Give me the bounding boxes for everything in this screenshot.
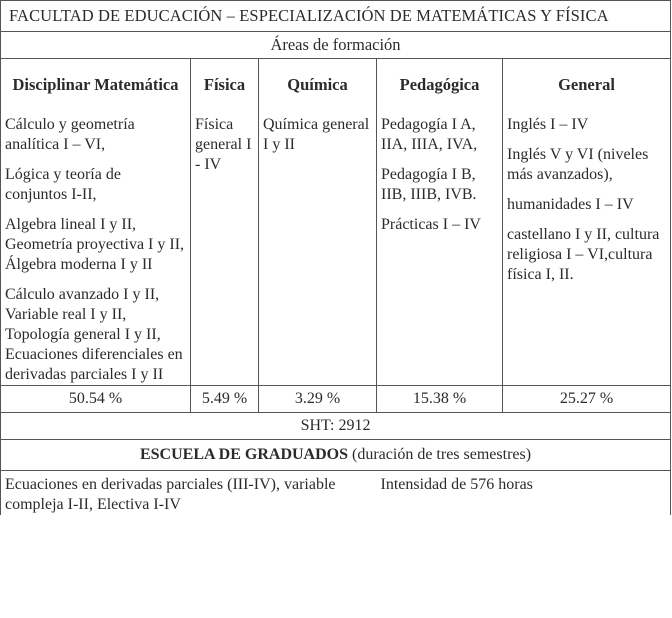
courses-quimica [259,111,377,386]
courses-fisica [191,111,259,386]
graduate-intensity: Intensidad de 576 horas [377,471,671,516]
course-item: Física general I - IV [195,116,252,173]
column-header-quimica: Química [259,59,377,112]
table-title: FACULTAD DE EDUCACIÓN – ESPECIALIZACIÓN DE MATEMÁTICAS Y FÍSICA [1,1,671,32]
areas-heading: Áreas de formación [1,32,671,59]
column-header-matematica: Disciplinar Matemática [1,59,191,112]
sht-row [1,413,671,440]
column-header-pedagogica: Pedagógica [377,59,503,112]
graduate-school-name: ESCUELA DE GRADUADOS [139,446,349,463]
percentage-general: 25.27 % [503,386,671,413]
course-item: Inglés V y VI (niveles más avanzados), [507,146,649,183]
percentage-matematica: 50.54 % [1,386,191,413]
graduate-courses: Ecuaciones en derivadas parciales (III-IV), variable compleja I-II, Electiva I-IV [1,471,377,516]
percentage-fisica: 5.49 % [191,386,259,413]
courses-pedagogica [377,111,503,386]
title-row [1,1,671,32]
courses-row [1,111,671,386]
sht-total: SHT: 2912 [1,413,671,440]
courses-general [503,111,671,386]
course-item: Lógica y teoría de conjuntos I-II, [5,166,121,203]
graduate-school-row [1,440,671,471]
graduate-school-duration: (duración de tres semestres) [348,446,532,463]
areas-row [1,32,671,59]
percentage-quimica: 3.29 % [259,386,377,413]
course-item: Pedagogía I B, IIB, IIIB, IVB. [381,166,477,203]
graduate-school-heading [1,440,671,471]
course-item: Pedagogía I A, IIA, IIIA, IVA, [381,116,478,153]
course-item: Cálculo avanzado I y II, Variable real I y II, Topología general I y II, Ecuaciones diferenciales en derivadas parciales I y II [5,286,183,383]
course-item: Prácticas I – IV [381,216,481,233]
percentage-row [1,386,671,413]
percentage-pedagogica: 15.38 % [377,386,503,413]
course-item: Química general I y II [263,116,370,153]
courses-matematica [1,111,191,386]
course-item: castellano I y II, cultura religiosa I – VI,cultura física I, II. [507,226,660,283]
column-header-row [1,59,671,112]
course-item: Cálculo y geometría analítica I – VI, [5,116,135,153]
graduate-courses-row [1,471,671,516]
course-item: Algebra lineal I y II, Geometría proyectiva I y II, Álgebra moderna I y II [5,216,185,273]
column-header-general: General [503,59,671,112]
course-item: humanidades I – IV [507,196,634,213]
course-item: Inglés I – IV [507,116,589,133]
column-header-fisica: Física [191,59,259,112]
